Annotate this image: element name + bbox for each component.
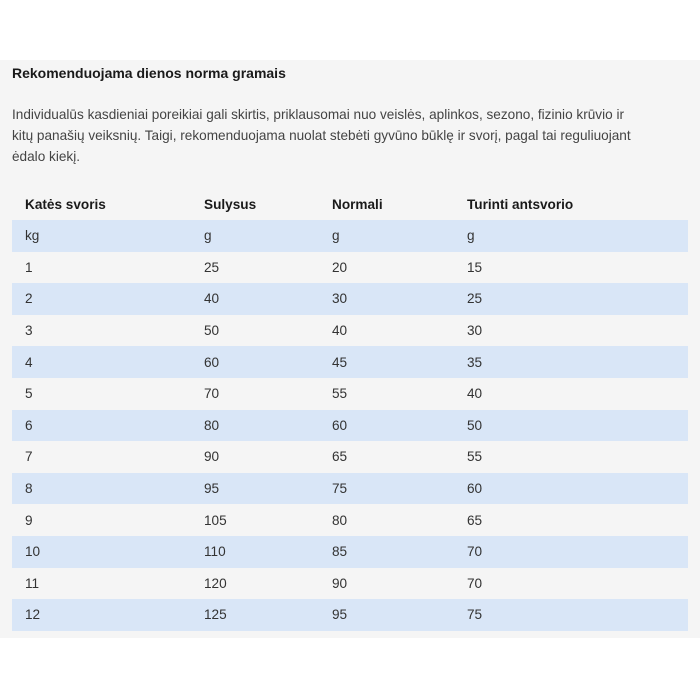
normal-cell: 75 [332,481,348,497]
table-row [12,599,688,631]
overweight-cell: 40 [467,386,483,402]
normal-cell: 20 [332,259,348,275]
normal-cell: 60 [332,417,348,433]
overweight-cell: 70 [467,575,483,591]
feeding-table [12,189,688,631]
weight-cell: 7 [25,449,33,465]
normal-cell: 65 [332,449,348,465]
unit-cell: g [467,228,475,244]
description-paragraph [12,104,688,167]
table-row [12,568,688,600]
normal-cell: 40 [332,323,348,339]
weight-cell: 2 [25,291,33,307]
table-row [12,410,688,442]
weight-cell: 9 [25,512,33,528]
overweight-cell: 75 [467,607,483,623]
normal-cell: 95 [332,607,348,623]
table-row [12,536,688,568]
column-header-normal: Normali [332,197,383,212]
underweight-cell: 105 [204,512,227,528]
overweight-cell: 25 [467,291,483,307]
overweight-cell: 35 [467,354,483,370]
paragraph-line: Individualūs kasdieniai poreikiai gali skirtis, priklausomai nuo veislės, aplinkos, sezono, fizinio krūvio ir [12,107,625,122]
unit-cell: g [204,228,212,244]
overweight-cell: 60 [467,481,483,497]
underweight-cell: 125 [204,607,227,623]
table-row [12,283,688,315]
weight-cell: 10 [25,544,41,560]
weight-cell: 11 [25,575,40,591]
table-row [12,315,688,347]
underweight-cell: 70 [204,386,220,402]
underweight-cell: 90 [204,449,220,465]
table-row [12,378,688,410]
column-header-weight: Katės svoris [25,197,106,212]
table-row [12,504,688,536]
table-row [12,473,688,505]
table-header-row [12,189,688,220]
table-units-row [12,220,688,252]
underweight-cell: 50 [204,323,220,339]
weight-cell: 8 [25,481,33,497]
overweight-cell: 65 [467,512,483,528]
section-heading: Rekomenduojama dienos norma gramais [12,65,286,81]
weight-cell: 6 [25,417,33,433]
table-row [12,441,688,473]
weight-cell: 12 [25,607,41,623]
overweight-cell: 15 [467,259,483,275]
normal-cell: 90 [332,575,348,591]
weight-cell: 5 [25,386,33,402]
weight-cell: 1 [25,259,33,275]
underweight-cell: 110 [204,544,226,560]
weight-cell: 3 [25,323,33,339]
table-row [12,346,688,378]
underweight-cell: 40 [204,291,220,307]
table-row [12,252,688,284]
paragraph-line: ėdalo kiekį. [12,149,81,164]
paragraph-line: kitų panašių veiksnių. Taigi, rekomenduojama nuolat stebėti gyvūno būklę ir svorį, pagal tai reguliuojant [12,128,631,143]
normal-cell: 45 [332,354,348,370]
underweight-cell: 60 [204,354,220,370]
overweight-cell: 30 [467,323,483,339]
unit-cell: g [332,228,340,244]
normal-cell: 80 [332,512,348,528]
underweight-cell: 25 [204,259,220,275]
normal-cell: 55 [332,386,348,402]
underweight-cell: 95 [204,481,220,497]
underweight-cell: 80 [204,417,220,433]
table-body [12,252,688,631]
unit-cell: kg [25,228,40,244]
overweight-cell: 55 [467,449,483,465]
column-header-underweight: Sulysus [204,197,257,212]
overweight-cell: 70 [467,544,483,560]
normal-cell: 30 [332,291,348,307]
overweight-cell: 50 [467,417,483,433]
normal-cell: 85 [332,544,348,560]
column-header-overweight: Turinti antsvorio [467,197,574,212]
weight-cell: 4 [25,354,33,370]
underweight-cell: 120 [204,575,227,591]
